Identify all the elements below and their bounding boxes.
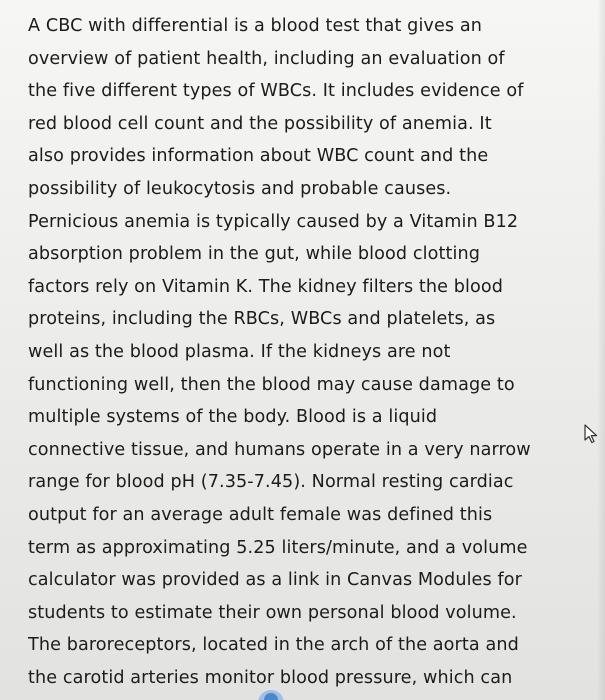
text-line: functioning well, then the blood may cause damage to [28, 374, 515, 395]
text-line: absorption problem in the gut, while blood clotting [28, 244, 480, 265]
text-line: red blood cell count and the possibility of anemia. It [28, 113, 492, 134]
text-line: output for an average adult female was defined this [28, 504, 493, 525]
text-line: well as the blood plasma. If the kidneys are not [28, 341, 451, 362]
text-line: multiple systems of the body. Blood is a liquid [28, 407, 438, 428]
text-line: factors rely on Vitamin K. The kidney filters the blood [28, 276, 504, 297]
text-line: A CBC with differential is a blood test that gives an [28, 16, 482, 36]
text-line: students to estimate their own personal blood volume. [28, 602, 517, 623]
text-line: proteins, including the RBCs, WBCs and platelets, as [28, 309, 496, 330]
text-line: Pernicious anemia is typically caused by a Vitamin B12 [28, 211, 519, 232]
text-line: term as approximating 5.25 liters/minute, and a volume [28, 537, 528, 558]
text-line: The baroreceptors, located in the arch of the aorta and [28, 635, 519, 656]
text-line: possibility of leukocytosis and probable causes. [28, 178, 452, 199]
text-line: calculator was provided as a link in Canvas Modules for [28, 570, 522, 591]
text-line: also provides information about WBC count and the [28, 146, 489, 167]
page-edge-shadow [597, 0, 605, 700]
text-line: overview of patient health, including an evaluation of [28, 48, 505, 69]
text-line: the five different types of WBCs. It includes evidence of [28, 81, 524, 102]
document-text [28, 10, 573, 694]
text-line: the carotid arteries monitor blood pressure, which can [28, 667, 513, 688]
text-line: range for blood pH (7.35-7.45). Normal resting cardiac [28, 472, 514, 493]
text-line: connective tissue, and humans operate in a very narrow [28, 439, 531, 460]
